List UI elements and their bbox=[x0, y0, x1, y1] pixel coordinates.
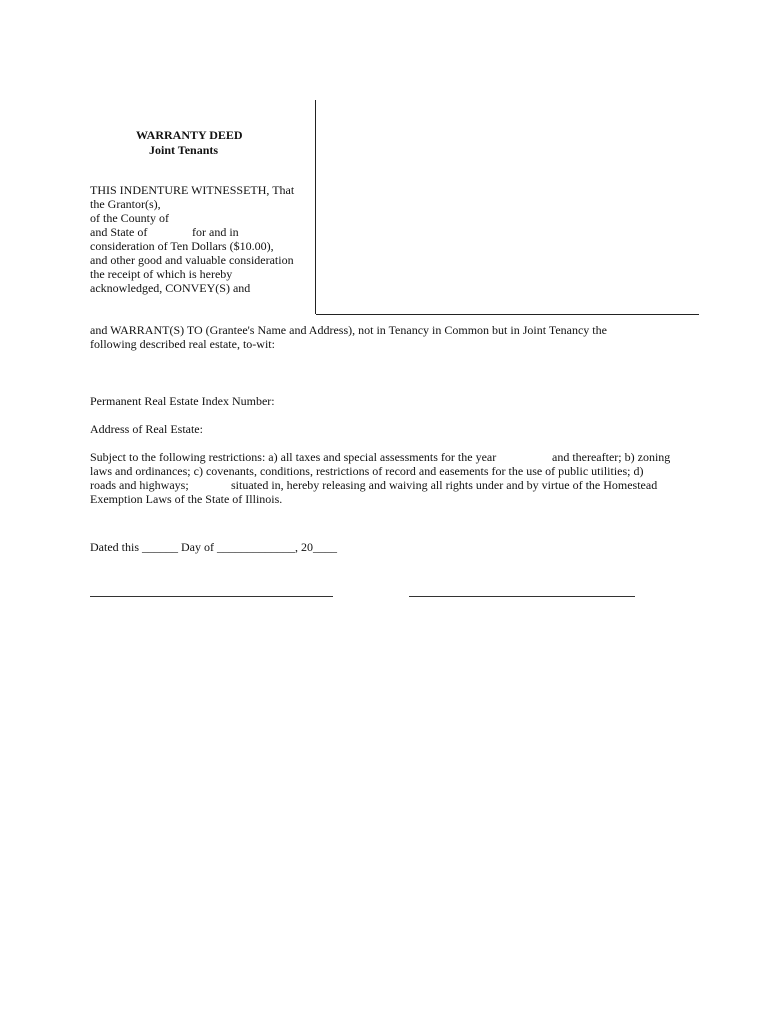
address-label: Address of Real Estate: bbox=[90, 422, 203, 436]
restrictions-line-1a: Subject to the following restrictions: a) all taxes and special assessments for the year bbox=[90, 450, 497, 464]
intro-line-5: consideration of Ten Dollars ($10.00), bbox=[90, 239, 274, 253]
recorder-box-vertical-line bbox=[315, 100, 316, 314]
dated-line: Dated this ______ Day of _____________, 20____ bbox=[90, 540, 337, 554]
restrictions-line-2: laws and ordinances; c) covenants, conditions, restrictions of record and easements for the use of public utilities; d) bbox=[90, 464, 644, 478]
intro-line-4a: and State of bbox=[90, 225, 148, 239]
intro-line-1: THIS INDENTURE WITNESSETH, That bbox=[90, 183, 295, 197]
intro-line-3: of the County of bbox=[90, 211, 169, 225]
intro-line-4b: for and in bbox=[192, 225, 239, 239]
restrictions-line-3a: roads and highways; bbox=[90, 478, 189, 492]
restrictions-line-1b: and thereafter; b) zoning bbox=[552, 450, 671, 464]
restrictions-line-4: Exemption Laws of the State of Illinois. bbox=[90, 492, 283, 506]
restrictions-line-3b: situated in, hereby releasing and waiving all rights under and by virtue of the Homestead bbox=[231, 478, 658, 492]
pin-label: Permanent Real Estate Index Number: bbox=[90, 394, 275, 408]
intro-line-6: and other good and valuable consideration bbox=[90, 253, 294, 267]
signature-line-left bbox=[90, 596, 333, 597]
intro-line-7: the receipt of which is hereby bbox=[90, 267, 233, 281]
signature-line-right bbox=[409, 596, 635, 597]
warrant-line-2: following described real estate, to-wit: bbox=[90, 337, 275, 351]
recorder-box-bottom-line bbox=[316, 314, 699, 315]
warrant-line-1: and WARRANT(S) TO (Grantee's Name and Address), not in Tenancy in Common but in Joint Tenancy the bbox=[90, 323, 607, 337]
document-title: WARRANTY DEED bbox=[136, 128, 243, 142]
document-subtitle: Joint Tenants bbox=[149, 143, 219, 157]
intro-line-8: acknowledged, CONVEY(S) and bbox=[90, 281, 251, 295]
intro-line-2: the Grantor(s), bbox=[90, 197, 161, 211]
